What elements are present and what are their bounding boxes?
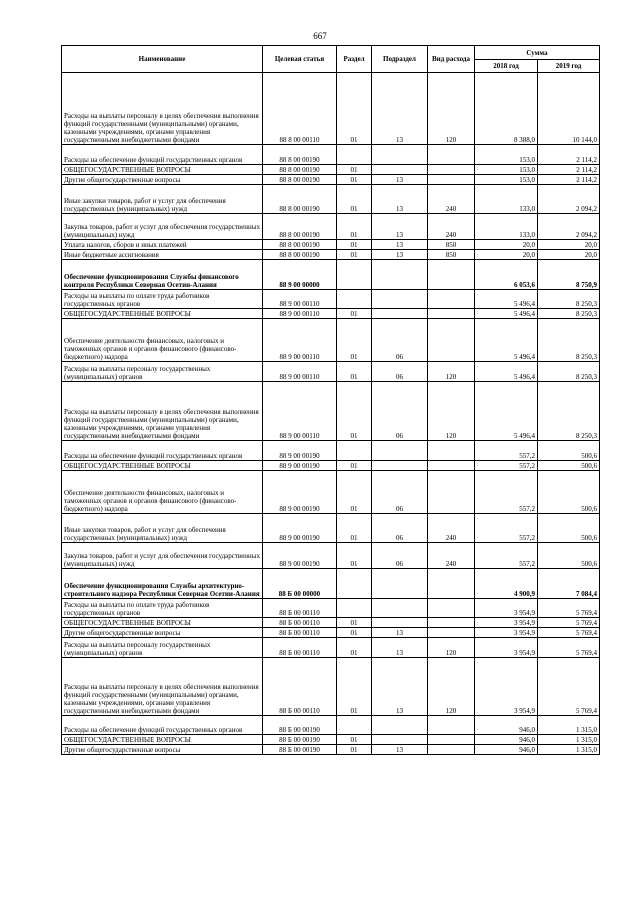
row-expense-type: 850 <box>428 250 475 260</box>
row-sum-2019: 2 094,2 <box>538 185 600 214</box>
page-number: 667 <box>313 31 327 41</box>
row-sum-2019: 500,6 <box>538 514 600 543</box>
row-subsection: 13 <box>372 745 428 755</box>
table-row <box>62 569 600 599</box>
row-expense-type: 240 <box>428 214 475 240</box>
row-expense-type <box>428 175 475 185</box>
row-sum-2019: 2 114,2 <box>538 175 600 185</box>
row-section: 01 <box>337 461 372 471</box>
row-subsection: 06 <box>372 543 428 569</box>
row-section <box>337 599 372 618</box>
table-row <box>62 471 600 514</box>
row-section: 01 <box>337 175 372 185</box>
row-expense-type <box>428 309 475 319</box>
row-subsection: 13 <box>372 214 428 240</box>
row-subsection: 13 <box>372 638 428 658</box>
row-section <box>337 145 372 165</box>
row-sum-2018: 4 900,9 <box>475 569 538 599</box>
row-expense-type <box>428 716 475 735</box>
row-name: Другие общегосударственные вопросы <box>62 745 263 755</box>
row-target: 88 Б 00 00190 <box>263 716 337 735</box>
table-row <box>62 175 600 185</box>
row-target: 88 Б 00 00190 <box>263 745 337 755</box>
row-expense-type <box>428 260 475 290</box>
table-row <box>62 543 600 569</box>
row-sum-2018: 3 954,9 <box>475 658 538 716</box>
table-row <box>62 618 600 628</box>
row-name: Иные бюджетные ассигнования <box>62 250 263 260</box>
row-name: Обеспечение деятельности финансовых, налоговых и таможенных органов и органов финансового (финансово-бюджетного) надзора <box>62 471 263 514</box>
table-row <box>62 260 600 290</box>
table-row <box>62 735 600 745</box>
row-sum-2018: 153,0 <box>475 145 538 165</box>
table-row <box>62 165 600 175</box>
row-target: 88 Б 00 00110 <box>263 618 337 628</box>
row-target: 88 9 00 00110 <box>263 382 337 441</box>
row-section: 01 <box>337 514 372 543</box>
row-expense-type: 120 <box>428 658 475 716</box>
table-header <box>62 46 600 73</box>
table-row <box>62 461 600 471</box>
row-sum-2019: 20,0 <box>538 250 600 260</box>
row-expense-type: 120 <box>428 638 475 658</box>
row-section: 01 <box>337 309 372 319</box>
row-section: 01 <box>337 618 372 628</box>
table-row <box>62 716 600 735</box>
row-sum-2019: 2 114,2 <box>538 165 600 175</box>
row-sum-2019: 2 114,2 <box>538 145 600 165</box>
row-sum-2019: 500,6 <box>538 461 600 471</box>
row-subsection: 06 <box>372 514 428 543</box>
row-section <box>337 260 372 290</box>
row-subsection: 13 <box>372 628 428 638</box>
row-sum-2019: 20,0 <box>538 240 600 250</box>
row-subsection: 13 <box>372 658 428 716</box>
row-subsection: 06 <box>372 382 428 441</box>
row-target: 88 Б 00 00190 <box>263 735 337 745</box>
row-sum-2019: 8 250,3 <box>538 362 600 382</box>
row-name: Иные закупки товаров, работ и услуг для обеспечения государственных (муниципальных) нужд <box>62 514 263 543</box>
row-sum-2018: 557,2 <box>475 441 538 461</box>
row-section: 01 <box>337 638 372 658</box>
row-target: 88 9 00 00110 <box>263 362 337 382</box>
row-sum-2018: 20,0 <box>475 250 538 260</box>
row-target: 88 9 00 00190 <box>263 471 337 514</box>
row-section: 01 <box>337 382 372 441</box>
row-expense-type <box>428 461 475 471</box>
row-name: Расходы на выплаты по оплате труда работников государственных органов <box>62 599 263 618</box>
row-sum-2019: 500,6 <box>538 543 600 569</box>
row-target: 88 9 00 00110 <box>263 319 337 362</box>
row-subsection <box>372 260 428 290</box>
table-row <box>62 214 600 240</box>
row-sum-2018: 5 496,4 <box>475 309 538 319</box>
row-section <box>337 716 372 735</box>
row-target: 88 9 00 00190 <box>263 461 337 471</box>
table-row <box>62 382 600 441</box>
table-row <box>62 745 600 755</box>
row-name: Другие общегосударственные вопросы <box>62 628 263 638</box>
row-name: Расходы на обеспечение функций государственных органов <box>62 145 263 165</box>
row-expense-type: 240 <box>428 185 475 214</box>
row-section: 01 <box>337 250 372 260</box>
row-name: Иные закупки товаров, работ и услуг для обеспечения государственных (муниципальных) нужд <box>62 185 263 214</box>
budget-table <box>61 45 600 755</box>
row-target: 88 8 00 00110 <box>263 73 337 145</box>
row-target: 88 9 00 00110 <box>263 309 337 319</box>
row-sum-2018: 5 496,4 <box>475 290 538 309</box>
row-sum-2018: 946,0 <box>475 716 538 735</box>
row-expense-type: 240 <box>428 514 475 543</box>
row-sum-2018: 5 496,4 <box>475 382 538 441</box>
row-target: 88 8 00 00190 <box>263 175 337 185</box>
row-name: Расходы на обеспечение функций государственных органов <box>62 441 263 461</box>
row-target: 88 9 00 00000 <box>263 260 337 290</box>
row-sum-2019: 7 084,4 <box>538 569 600 599</box>
row-subsection: 06 <box>372 362 428 382</box>
row-expense-type <box>428 145 475 165</box>
row-section: 01 <box>337 658 372 716</box>
row-sum-2019: 8 250,3 <box>538 319 600 362</box>
header-sum: Сумма <box>475 46 600 60</box>
row-section <box>337 290 372 309</box>
row-target: 88 8 00 00190 <box>263 240 337 250</box>
row-sum-2019: 5 769,4 <box>538 638 600 658</box>
row-sum-2019: 5 769,4 <box>538 658 600 716</box>
row-name: ОБЩЕГОСУДАРСТВЕННЫЕ ВОПРОСЫ <box>62 461 263 471</box>
row-subsection <box>372 569 428 599</box>
row-subsection: 13 <box>372 185 428 214</box>
row-name: Расходы на обеспечение функций государственных органов <box>62 716 263 735</box>
row-subsection: 06 <box>372 471 428 514</box>
row-sum-2019: 1 315,0 <box>538 745 600 755</box>
row-section <box>337 441 372 461</box>
table-row <box>62 638 600 658</box>
row-expense-type: 850 <box>428 240 475 250</box>
row-subsection: 06 <box>372 319 428 362</box>
row-expense-type: 120 <box>428 73 475 145</box>
row-sum-2019: 500,6 <box>538 471 600 514</box>
row-section: 01 <box>337 362 372 382</box>
table-body <box>62 73 600 755</box>
table-row <box>62 628 600 638</box>
row-name: Закупка товаров, работ и услуг для обеспечения государственных (муниципальных) нужд <box>62 543 263 569</box>
row-name: ОБЩЕГОСУДАРСТВЕННЫЕ ВОПРОСЫ <box>62 735 263 745</box>
row-sum-2018: 557,2 <box>475 461 538 471</box>
row-expense-type <box>428 441 475 461</box>
row-sum-2019: 8 250,3 <box>538 309 600 319</box>
row-subsection: 13 <box>372 73 428 145</box>
row-expense-type <box>428 628 475 638</box>
row-sum-2018: 5 496,4 <box>475 319 538 362</box>
row-target: 88 8 00 00190 <box>263 214 337 240</box>
row-sum-2019: 10 144,0 <box>538 73 600 145</box>
row-section: 01 <box>337 628 372 638</box>
row-sum-2018: 153,0 <box>475 165 538 175</box>
row-sum-2019: 5 769,4 <box>538 618 600 628</box>
row-expense-type <box>428 569 475 599</box>
row-sum-2018: 8 388,0 <box>475 73 538 145</box>
row-sum-2018: 20,0 <box>475 240 538 250</box>
row-target: 88 9 00 00190 <box>263 543 337 569</box>
row-expense-type <box>428 290 475 309</box>
row-sum-2018: 3 954,9 <box>475 618 538 628</box>
header-section: Раздел <box>337 46 372 73</box>
header-target: Целевая статья <box>263 46 337 73</box>
row-sum-2019: 8 250,3 <box>538 290 600 309</box>
row-subsection <box>372 618 428 628</box>
table-row <box>62 73 600 145</box>
row-name: ОБЩЕГОСУДАРСТВЕННЫЕ ВОПРОСЫ <box>62 309 263 319</box>
row-sum-2018: 133,0 <box>475 214 538 240</box>
row-section: 01 <box>337 543 372 569</box>
row-expense-type: 120 <box>428 382 475 441</box>
row-section: 01 <box>337 73 372 145</box>
table-row <box>62 658 600 716</box>
row-target: 88 Б 00 00110 <box>263 628 337 638</box>
row-name: Расходы на выплаты персоналу государственных (муниципальных) органов <box>62 638 263 658</box>
row-section: 01 <box>337 471 372 514</box>
row-name: Закупка товаров, работ и услуг для обеспечения государственных (муниципальных) нужд <box>62 214 263 240</box>
row-section: 01 <box>337 319 372 362</box>
row-expense-type <box>428 165 475 175</box>
row-target: 88 9 00 00190 <box>263 441 337 461</box>
header-year-2018: 2018 год <box>475 60 538 73</box>
table-row <box>62 290 600 309</box>
row-subsection <box>372 735 428 745</box>
row-expense-type: 240 <box>428 543 475 569</box>
table-row <box>62 319 600 362</box>
row-sum-2019: 5 769,4 <box>538 599 600 618</box>
row-subsection: 13 <box>372 175 428 185</box>
row-sum-2019: 8 750,9 <box>538 260 600 290</box>
row-name: Обеспечение функционирования Службы архитектурно-строительного надзора Республики Северная Осетии-Алания <box>62 569 263 599</box>
row-name: Расходы на выплаты персоналу государственных (муниципальных) органов <box>62 362 263 382</box>
row-sum-2019: 500,6 <box>538 441 600 461</box>
table-row <box>62 185 600 214</box>
row-name: Расходы на выплаты персоналу в целях обеспечения выполнения функций государственными (муниципальными) органами, казенными учреждениями, органами управления государственными внебюджетными фондами <box>62 73 263 145</box>
row-expense-type <box>428 471 475 514</box>
row-subsection <box>372 441 428 461</box>
row-target: 88 Б 00 00110 <box>263 599 337 618</box>
table-row <box>62 145 600 165</box>
row-name: ОБЩЕГОСУДАРСТВЕННЫЕ ВОПРОСЫ <box>62 618 263 628</box>
row-subsection <box>372 309 428 319</box>
row-section: 01 <box>337 745 372 755</box>
table-row <box>62 514 600 543</box>
row-expense-type <box>428 599 475 618</box>
row-target: 88 8 00 00190 <box>263 250 337 260</box>
table-row <box>62 240 600 250</box>
row-target: 88 9 00 00110 <box>263 290 337 309</box>
table-row <box>62 250 600 260</box>
header-name: Наименование <box>62 46 263 73</box>
row-sum-2019: 1 315,0 <box>538 735 600 745</box>
row-name: Обеспечение функционирования Службы финансового контроля Республики Северная Осетии-Алания <box>62 260 263 290</box>
row-name: Обеспечение деятельности финансовых, налоговых и таможенных органов и органов финансового (финансово-бюджетного) надзора <box>62 319 263 362</box>
row-sum-2019: 8 250,3 <box>538 382 600 441</box>
row-sum-2018: 946,0 <box>475 745 538 755</box>
row-subsection: 13 <box>372 250 428 260</box>
header-expense-type: Вид расхода <box>428 46 475 73</box>
row-target: 88 9 00 00190 <box>263 514 337 543</box>
row-sum-2018: 557,2 <box>475 514 538 543</box>
row-name: Расходы на выплаты персоналу в целях обеспечения выполнения функций государственными (муниципальными) органами, казенными учреждениями, органами управления государственными внебюджетными фондами <box>62 382 263 441</box>
row-section: 01 <box>337 240 372 250</box>
row-subsection <box>372 165 428 175</box>
row-target: 88 Б 00 00110 <box>263 658 337 716</box>
row-section: 01 <box>337 214 372 240</box>
row-expense-type <box>428 319 475 362</box>
row-expense-type <box>428 618 475 628</box>
row-sum-2018: 557,2 <box>475 543 538 569</box>
table-row <box>62 362 600 382</box>
row-name: Расходы на выплаты по оплате труда работников государственных органов <box>62 290 263 309</box>
row-target: 88 8 00 00190 <box>263 145 337 165</box>
row-subsection <box>372 145 428 165</box>
row-target: 88 Б 00 00110 <box>263 638 337 658</box>
row-sum-2018: 133,0 <box>475 185 538 214</box>
row-sum-2019: 2 094,2 <box>538 214 600 240</box>
row-name: Уплата налогов, сборов и иных платежей <box>62 240 263 250</box>
table-row <box>62 441 600 461</box>
row-sum-2019: 5 769,4 <box>538 628 600 638</box>
row-expense-type: 120 <box>428 362 475 382</box>
table-row <box>62 599 600 618</box>
row-section <box>337 569 372 599</box>
row-name: ОБЩЕГОСУДАРСТВЕННЫЕ ВОПРОСЫ <box>62 165 263 175</box>
row-subsection <box>372 716 428 735</box>
row-sum-2018: 3 954,9 <box>475 599 538 618</box>
row-name: Другие общегосударственные вопросы <box>62 175 263 185</box>
row-expense-type <box>428 745 475 755</box>
row-name: Расходы на выплаты персоналу в целях обеспечения выполнения функций государственными (муниципальными) органами, казенными учреждениями, органами управления государственными внебюджетными фондами <box>62 658 263 716</box>
row-sum-2018: 6 053,6 <box>475 260 538 290</box>
row-target: 88 8 00 00190 <box>263 185 337 214</box>
row-expense-type <box>428 735 475 745</box>
row-sum-2018: 3 954,9 <box>475 638 538 658</box>
header-year-2019: 2019 год <box>538 60 600 73</box>
row-subsection: 13 <box>372 240 428 250</box>
row-subsection <box>372 290 428 309</box>
row-section: 01 <box>337 185 372 214</box>
row-sum-2018: 3 954,9 <box>475 628 538 638</box>
header-subsection: Подраздел <box>372 46 428 73</box>
row-sum-2018: 946,0 <box>475 735 538 745</box>
row-sum-2018: 557,2 <box>475 471 538 514</box>
row-target: 88 8 00 00190 <box>263 165 337 175</box>
row-target: 88 Б 00 00000 <box>263 569 337 599</box>
row-section: 01 <box>337 735 372 745</box>
row-sum-2018: 153,0 <box>475 175 538 185</box>
row-subsection <box>372 461 428 471</box>
row-section: 01 <box>337 165 372 175</box>
row-sum-2019: 1 315,0 <box>538 716 600 735</box>
row-subsection <box>372 599 428 618</box>
table-row <box>62 309 600 319</box>
row-sum-2018: 5 496,4 <box>475 362 538 382</box>
